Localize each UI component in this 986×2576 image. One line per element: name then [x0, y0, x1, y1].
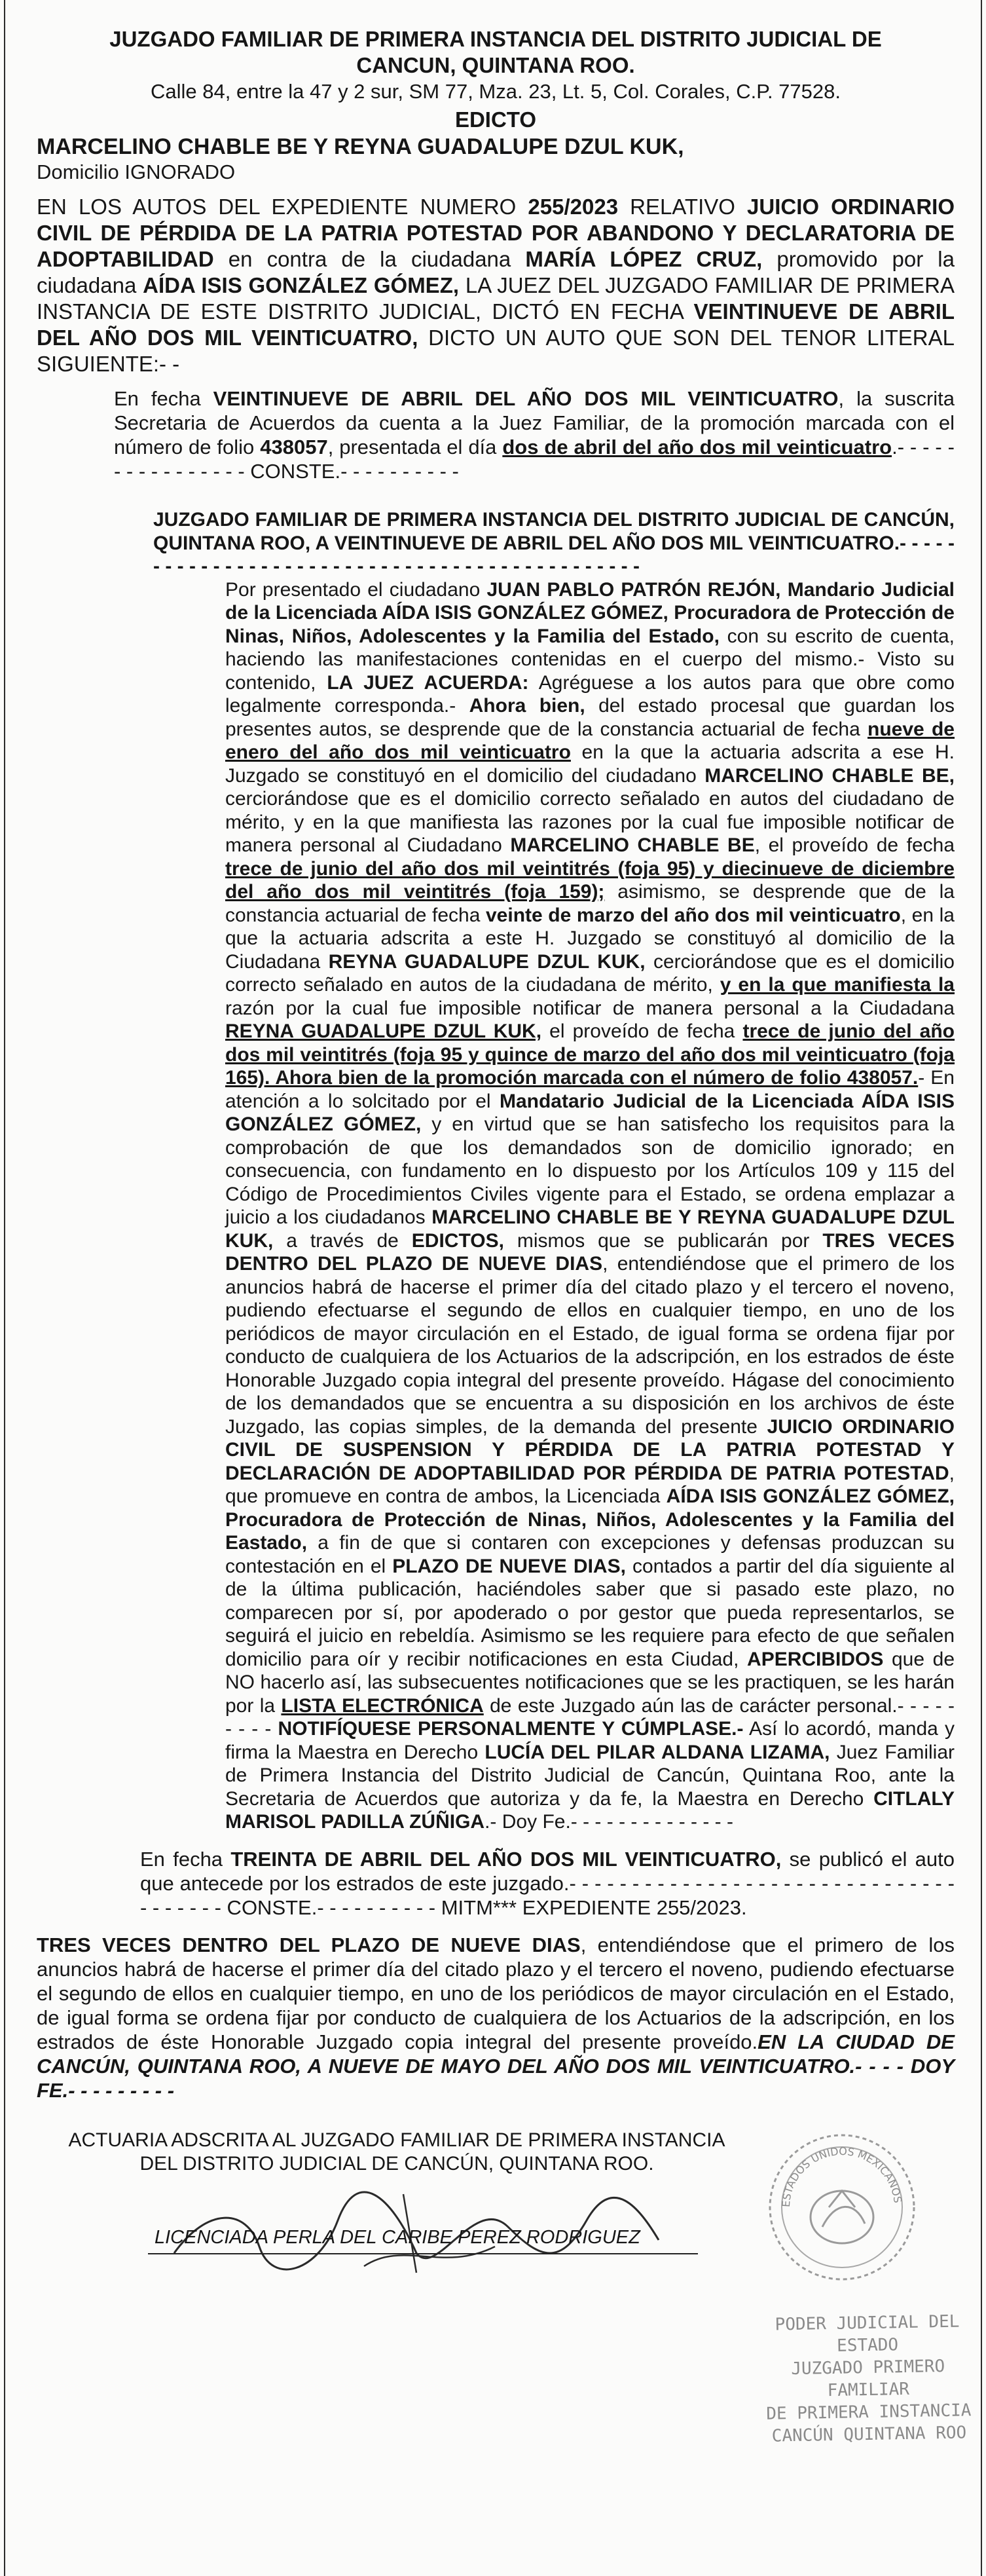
stamp-line3: FAMILIAR: [827, 2379, 910, 2400]
court-address: Calle 84, entre la 47 y 2 sur, SM 77, Mza. 23, Lt. 5, Col. Corales, C.P. 77528.: [151, 80, 841, 103]
intro-paragraph: EN LOS AUTOS DEL EXPEDIENTE NUMERO 255/2023 RELATIVO JUICIO ORDINARIO CIVIL DE PÉRDIDA DE LA PATRIA POTESTAD POR ABANDONO Y DECLARATORIA DE ADOPTABILIDAD en contra de la ciudadana MARÍA LÓPEZ CRUZ, promovido por la ciudadana AÍDA ISIS GONZÁLEZ GÓMEZ, LA JUEZ DEL JUZGADO FAMILIAR DE PRIMERA INSTANCIA DE ESTE DISTRITO JUDICIAL, DICTÓ EN FECHA VEINTINUEVE DE ABRIL DEL AÑO DOS MIL VEINTICUATRO, DICTO UN AUTO QUE SON DEL TENOR LITERAL SIGUIENTE:- -: [37, 195, 955, 376]
court-name-line1: JUZGADO FAMILIAR DE PRIMERA INSTANCIA DEL DISTRITO JUDICIAL DE: [109, 27, 882, 51]
court-name-line2: CANCUN, QUINTANA ROO.: [356, 53, 635, 77]
recipients-names: MARCELINO CHABLE BE Y REYNA GUADALUPE DZUL KUK,: [37, 134, 684, 159]
signature-block: [37, 2129, 972, 2509]
document-type: EDICTO: [454, 107, 537, 132]
national-seal-icon: [763, 2129, 921, 2286]
signature-title-line2: DEL DISTRITO JUDICIAL DE CANCÚN, QUINTANA ROO.: [139, 2152, 654, 2175]
order-body: Por presentado el ciudadano JUAN PABLO PATRÓN REJÓN, Mandario Judicial de la Licenciada AÍDA ISIS GONZÁLEZ GÓMEZ, Procuradora de Protección de Ninas, Niños, Adolescentes y la Familia del Estado, con su escrito de cuenta, haciendo las manifestaciones contenidas en el cuerpo del mismo.- Visto su contenido, LA JUEZ ACUERDA: Agréguese a los autos para que obre como legalmente corresponda.- Ahora bien, del estado procesal que guardan los presentes autos, se desprende que de la constancia actuarial de fecha nueve de enero del año dos mil veinticuatro en la que la actuaria adscrita a ese H. Juzgado se constituyó en el domicilio del ciudadano MARCELINO CHABLE BE, cerciorándose que es el domicilio correcto señalado en autos del ciudadano de mérito, y en la que manifiesta las razones por la cual fue imposible notificar de manera personal al Ciudadano MARCELINO CHABLE BE, el proveído de fecha trece de junio del año dos mil veintitrés (foja 95) y diecinueve de diciembre del año dos mil veintitrés (foja 159); asimismo, se desprende que de la constancia actuarial de fecha veinte de marzo del año dos mil veinticuatro, en la que la actuaria adscrita a este H. Juzgado se constituyó al domicilio de la Ciudadana REYNA GUADALUPE DZUL KUK, cerciorándose que es el domicilio correcto señalado en autos de la ciudadana de mérito, y en la que manifiesta la razón por la cual fue imposible notificar de manera personal a la Ciudadana REYNA GUADALUPE DZUL KUK, el proveído de fecha trece de junio del año dos mil veintitrés (foja 95 y quince de marzo del año dos mil veinticuatro (foja 165). Ahora bien de la promoción marcada con el número de folio 438057.- En atención a lo solcitado por el Mandatario Judicial de la Licenciada AÍDA ISIS GONZÁLEZ GÓMEZ, y en virtud que se han satisfecho los requisitos para la comprobación de que los demandados son de domicilio ignorado; en consecuencia, con fundamento en lo dispuesto por los Artículos 109 y 115 del Código de Procedimientos Civiles vigente para el Estado, se ordena emplazar a juicio a los ciudadanos MARCELINO CHABLE BE Y REYNA GUADALUPE DZUL KUK, a través de EDICTOS, mismos que se publicarán por TRES VECES DENTRO DEL PLAZO DE NUEVE DIAS, entendiéndose que el primero de los anuncios habrá de hacerse el primer día del citado plazo y el tercero el noveno, pudiendo efectuarse el segundo de ellos en cualquier tiempo, en uno de los periódicos de mayor circulación en el Estado, de igual forma se ordena fijar por conducto de cualquiera de los Actuarios de la adscripción, en los estrados de éste Honorable Juzgado copia integral del presente proveído. Hágase del conocimiento de los demandados que se encuentra a su disposición en los archivos de éste Juzgado, las copias simples, de la demanda del presente JUICIO ORDINARIO CIVIL DE SUSPENSION Y PÉRDIDA DE LA PATRIA POTESTAD Y DECLARACIÓN DE ADOPTABILIDAD POR PÉRDIDA DE PATRIA POTESTAD, que promueve en contra de ambos, la Licenciada AÍDA ISIS GONZÁLEZ GÓMEZ, Procuradora de Protección de Ninas, Niños, Adolescentes y la Familia del Eastado, a fin de que si contaren con excepciones y defensas produzcan su contestación en el PLAZO DE NUEVE DIAS, contados a partir del día siguiente al de la última publicación, haciéndoles saber que si pasado este plazo, no comparecen por sí, por apoderado o por gestor que pueda representarlos, se seguirá el juicio en rebeldía. Asimismo se les requiere para efecto de que señalen domicilio para oír y recibir notificaciones en esta Ciudad, APERCIBIDOS que de NO hacerlo así, las subsecuentes notificaciones que se les practiquen, se les harán por la LISTA ELECTRÓNICA de este Juzgado aún las de carácter personal.- - - - - - - - - NOTIFÍQUESE PERSONALMENTE Y CÚMPLASE.- Así lo acordó, manda y firma la Maestra en Derecho LUCÍA DEL PILAR ALDANA LIZAMA, Juez Familiar de Primera Instancia del Distrito Judicial de Cancún, Quintana Roo, ante la Secretaria de Acuerdos que autoriza y da fe, la Maestra en Derecho CITLALY MARISOL PADILLA ZÚÑIGA.- Doy Fe.- - - - - - - - - - - - - -: [225, 578, 955, 1833]
court-stamp: [742, 2309, 986, 2448]
signature-title-line1: ACTUARIA ADSCRITA AL JUZGADO FAMILIAR DE PRIMERA INSTANCIA: [68, 2129, 725, 2151]
stamp-line2: JUZGADO PRIMERO: [791, 2356, 945, 2379]
order-heading: JUZGADO FAMILIAR DE PRIMERA INSTANCIA DEL DISTRITO JUDICIAL DE CANCÚN, QUINTANA ROO, A VEINTINUEVE DE ABRIL DEL AÑO DOS MIL VEINTICUATRO.- - - - - - - - - - - - - - - - - - - - - - - - - - - - - - - - - - - - - - - - - - - - - -: [153, 509, 955, 577]
publication-paragraph: En fecha TREINTA DE ABRIL DEL AÑO DOS MIL VEINTICUATRO, se publicó el auto que antecede por los estrados de este juzgado.- - - - - - - - - - - - - - - - - - - - - - - - - - - - - - - - - - - - - - CONSTE.- - - - - - - - - - MITM*** EXPEDIENTE 255/2023.: [140, 1847, 955, 1919]
receipt-paragraph: En fecha VEINTINUEVE DE ABRIL DEL AÑO DOS MIL VEINTICUATRO, la suscrita Secretaria de Acuerdos da cuenta a la Juez Familiar, de la promoción marcada con el número de folio 438057, presentada el día dos de abril del año dos mil veinticuatro.- - - - - - - - - - - - - - - - CONSTE.- - - - - - - - - -: [114, 387, 955, 483]
signature-line: [148, 2253, 698, 2254]
court-order-block: [153, 508, 955, 1834]
stamp-line4: DE PRIMERA INSTANCIA: [766, 2400, 972, 2424]
closing-paragraph: TRES VECES DENTRO DEL PLAZO DE NUEVE DIAS, entendiéndose que el primero de los anuncios habrá de hacerse el primer día del citado plazo y el tercero el noveno, pudiendo efectuarse el segundo de ellos en cualquier tiempo, en uno de los periódicos de mayor circulación en el Estado, de igual forma se ordena fijar por conducto de cualquiera de los Actuarios de la adscripción, en los estrados de éste Honorable Juzgado copia integral del presente proveído.EN LA CIUDAD DE CANCÚN, QUINTANA ROO, A NUEVE DE MAYO DEL AÑO DOS MIL VEINTICUATRO.- - - - DOY FE.- - - - - - - - -: [37, 1933, 955, 2102]
signatory-name: LICENCIADA PERLA DEL CARIBE PEREZ RODRIGUEZ: [155, 2226, 640, 2248]
recipients-domicile: Domicilio IGNORADO: [37, 160, 236, 183]
svg-text:ESTADOS UNIDOS MEXICANOS: ESTADOS UNIDOS MEXICANOS: [779, 2144, 904, 2207]
stamp-line1: PODER JUDICIAL DEL ESTADO: [775, 2311, 960, 2356]
stamp-line5: CANCÚN QUINTANA ROO: [771, 2422, 967, 2446]
